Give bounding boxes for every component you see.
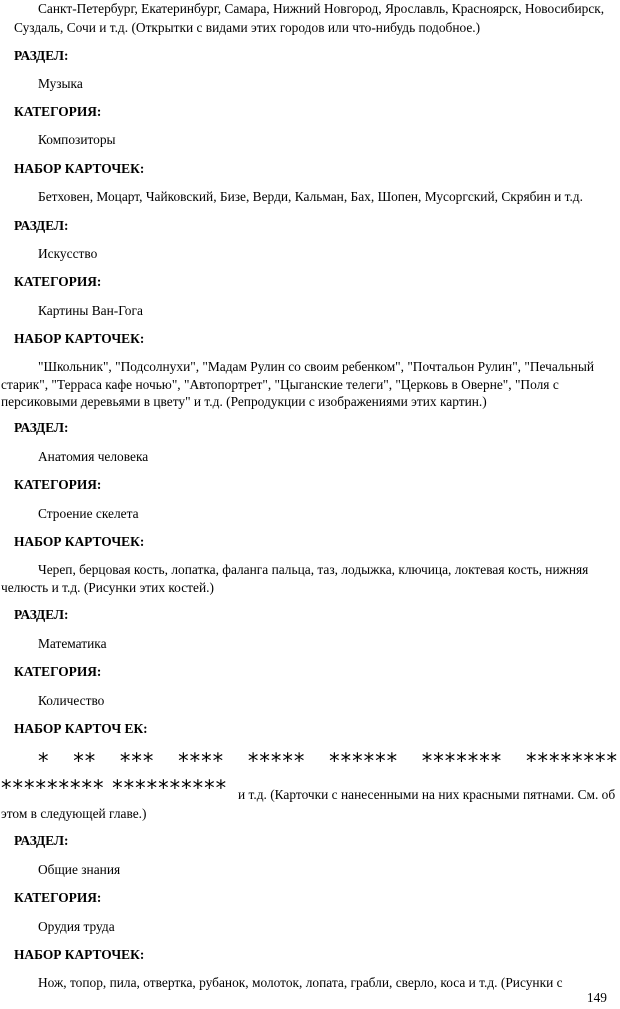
- section-4-razdel-value: Математика: [38, 636, 107, 651]
- section-1-nabor-label: НАБОР КАРТОЧЕК:: [14, 161, 145, 176]
- section-4-stars-tail: и т.д. (Карточки с нанесенными на них красными пятнами. См. об: [238, 787, 616, 802]
- page-number: 149: [586, 990, 607, 1005]
- section-4-stars-line-2: ********* **********: [1, 776, 228, 800]
- section-3-nabor-line-2: челюсть и т.д. (Рисунки этих костей.): [1, 580, 214, 595]
- section-2-nabor-line-2: старик", "Терраса кафе ночью", "Автопортрет", "Цыганские телеги", "Церковь в Оверне", "Поля с: [1, 377, 559, 392]
- section-2-nabor-line-1: "Школьник", "Подсолнухи", "Мадам Рулин со своим ребенком", "Почтальон Рулин", "Печальный: [38, 359, 595, 374]
- section-5-razdel-value: Общие знания: [38, 862, 121, 877]
- section-5-kategoriya-label: КАТЕГОРИЯ:: [14, 890, 102, 905]
- section-2-nabor-line-3: персиковыми деревьями в цвету" и т.д. (Репродукции с изображениями этих картин.): [1, 394, 487, 409]
- section-3-razdel-label: РАЗДЕЛ:: [14, 420, 69, 435]
- section-1-razdel-value: Музыка: [38, 76, 83, 91]
- section-3-razdel-value: Анатомия человека: [38, 449, 149, 464]
- intro-line-1: Санкт-Петербург, Екатеринбург, Самара, Нижний Новгород, Ярославль, Красноярск, Новосибирск,: [38, 1, 605, 16]
- section-4-nabor-label: НАБОР КАРТОЧ ЕК:: [14, 721, 148, 736]
- section-5-nabor-line-1: Нож, топор, пила, отвертка, рубанок, молоток, лопата, грабли, сверло, коса и т.д. (Рисунки с: [38, 975, 563, 990]
- section-1-kategoriya-label: КАТЕГОРИЯ:: [14, 104, 102, 119]
- section-3-kategoriya-label: КАТЕГОРИЯ:: [14, 477, 102, 492]
- section-3-nabor-label: НАБОР КАРТОЧЕК:: [14, 534, 145, 549]
- section-5-razdel-label: РАЗДЕЛ:: [14, 833, 69, 848]
- section-5-nabor-label: НАБОР КАРТОЧЕК:: [14, 947, 145, 962]
- section-1-nabor-line-1: Бетховен, Моцарт, Чайковский, Бизе, Верди, Кальман, Бах, Шопен, Мусоргский, Скрябин и т.д.: [38, 189, 583, 204]
- section-4-kategoriya-label: КАТЕГОРИЯ:: [14, 664, 102, 679]
- section-5-kategoriya-value: Орудия труда: [38, 919, 115, 934]
- intro-line-2: Суздаль, Сочи и т.д. (Открытки с видами этих городов или что-нибудь подобное.): [14, 20, 481, 35]
- section-1-kategoriya-value: Композиторы: [38, 132, 116, 147]
- section-3-nabor-line-1: Череп, берцовая кость, лопатка, фаланга пальца, таз, лодыжка, ключица, локтевая кость, нижняя: [38, 562, 589, 577]
- section-3-kategoriya-value: Строение скелета: [38, 506, 139, 521]
- section-4-kategoriya-value: Количество: [38, 693, 105, 708]
- section-2-kategoriya-value: Картины Ван-Гога: [38, 303, 143, 318]
- section-2-nabor-label: НАБОР КАРТОЧЕК:: [14, 331, 145, 346]
- section-4-stars-line-1: * ** *** **** ***** ****** ******* ********: [38, 749, 618, 773]
- section-2-razdel-value: Искусство: [38, 246, 98, 261]
- section-4-razdel-label: РАЗДЕЛ:: [14, 607, 69, 622]
- section-2-razdel-label: РАЗДЕЛ:: [14, 218, 69, 233]
- section-2-kategoriya-label: КАТЕГОРИЯ:: [14, 274, 102, 289]
- section-1-razdel-label: РАЗДЕЛ:: [14, 48, 69, 63]
- section-4-stars-line-3: этом в следующей главе.): [1, 806, 147, 821]
